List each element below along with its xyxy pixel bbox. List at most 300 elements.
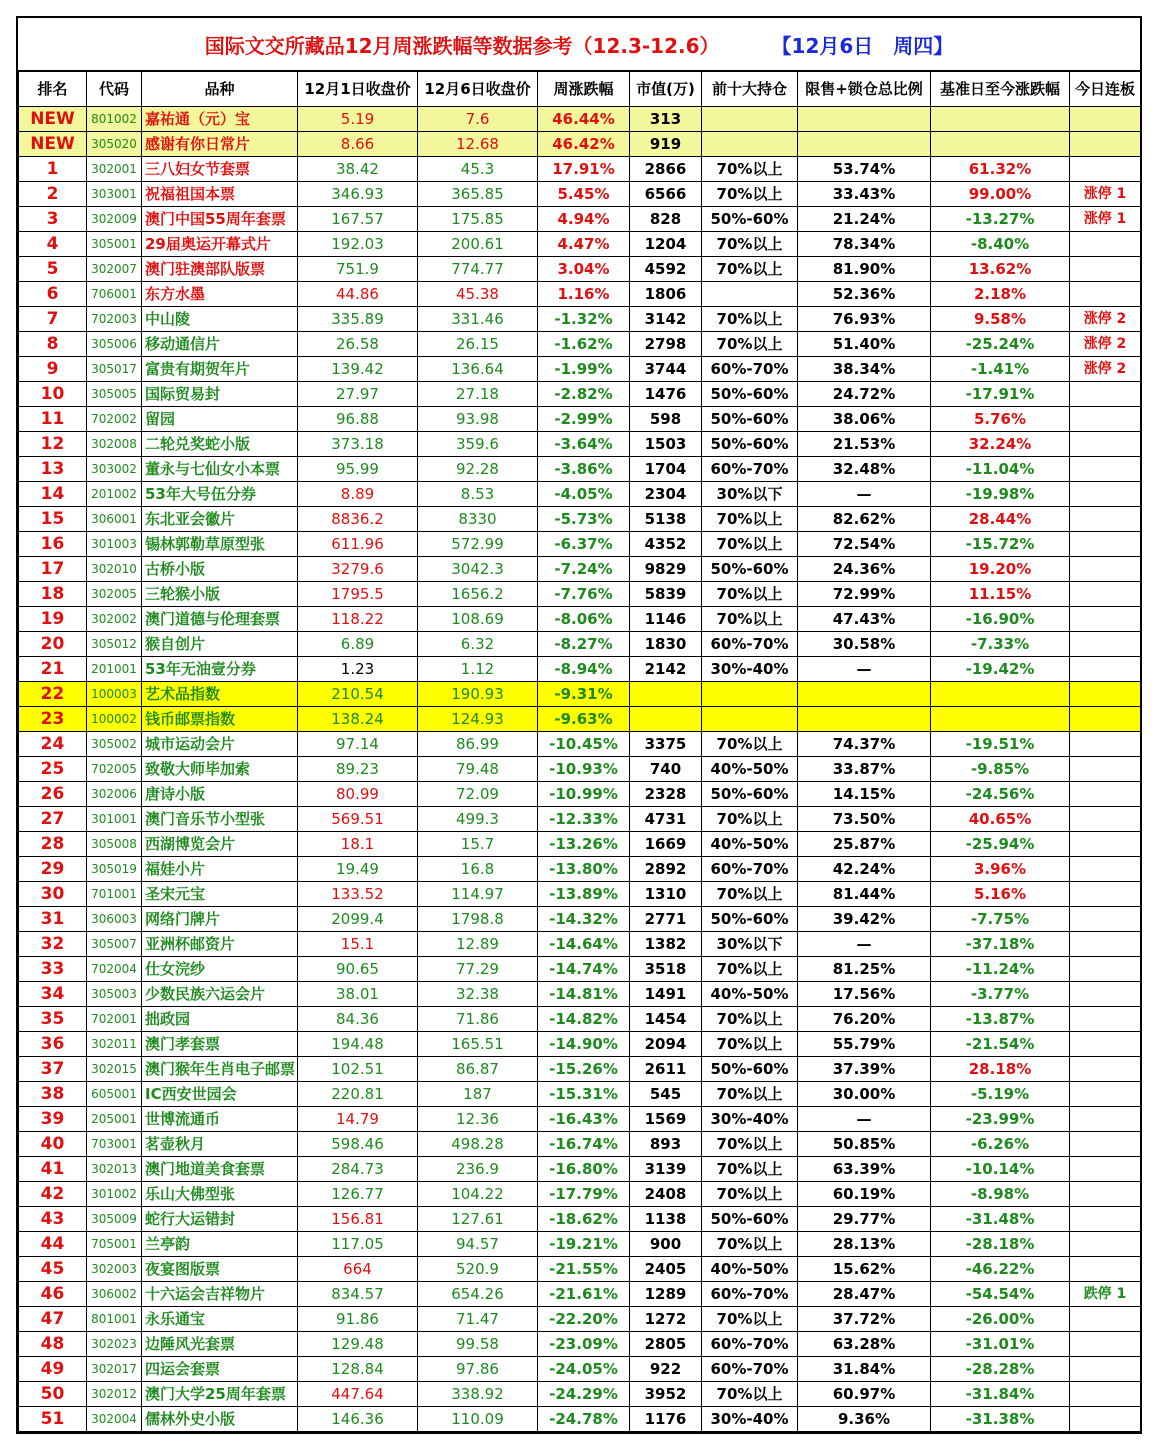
change-since-base-cell: 5.16% bbox=[931, 882, 1070, 907]
market-cap-cell: 2611 bbox=[630, 1057, 702, 1082]
close-dec1-cell: 6.89 bbox=[298, 632, 418, 657]
top10-holding-cell: 70%以上 bbox=[702, 1307, 798, 1332]
lock-ratio-cell: 74.37% bbox=[798, 732, 931, 757]
close-dec1-cell: 84.36 bbox=[298, 1007, 418, 1032]
weekly-change-cell: -22.20% bbox=[538, 1307, 630, 1332]
change-since-base-cell: -16.90% bbox=[931, 607, 1070, 632]
limit-streak-cell: 涨停 2 bbox=[1070, 307, 1141, 332]
change-since-base-cell: 28.44% bbox=[931, 507, 1070, 532]
limit-streak-cell: 涨停 1 bbox=[1070, 207, 1141, 232]
code-cell: 305019 bbox=[87, 857, 142, 882]
table-row bbox=[19, 757, 1141, 782]
name-cell: 亚洲杯邮资片 bbox=[142, 932, 298, 957]
lock-ratio-cell: 55.79% bbox=[798, 1032, 931, 1057]
code-cell: 302003 bbox=[87, 1257, 142, 1282]
code-cell: 305009 bbox=[87, 1207, 142, 1232]
close-dec6-cell: 7.6 bbox=[418, 107, 538, 132]
code-cell: 701001 bbox=[87, 882, 142, 907]
close-dec1-cell: 95.99 bbox=[298, 457, 418, 482]
name-cell: 祝福祖国本票 bbox=[142, 182, 298, 207]
code-cell: 705001 bbox=[87, 1232, 142, 1257]
lock-ratio-cell: 76.93% bbox=[798, 307, 931, 332]
code-cell: 305012 bbox=[87, 632, 142, 657]
lock-ratio-cell: 21.53% bbox=[798, 432, 931, 457]
limit-streak-cell bbox=[1070, 757, 1141, 782]
market-cap-cell: 5138 bbox=[630, 507, 702, 532]
name-cell: 留园 bbox=[142, 407, 298, 432]
close-dec1-cell: 335.89 bbox=[298, 307, 418, 332]
weekly-change-cell: 5.45% bbox=[538, 182, 630, 207]
code-cell: 305003 bbox=[87, 982, 142, 1007]
table-row bbox=[19, 907, 1141, 932]
rank-cell: 16 bbox=[19, 532, 87, 557]
market-cap-cell: 3142 bbox=[630, 307, 702, 332]
close-dec6-cell: 572.99 bbox=[418, 532, 538, 557]
code-cell: 302008 bbox=[87, 432, 142, 457]
market-cap-cell: 6566 bbox=[630, 182, 702, 207]
code-cell: 301003 bbox=[87, 532, 142, 557]
limit-streak-cell: 涨停 2 bbox=[1070, 332, 1141, 357]
top10-holding-cell: 30%-40% bbox=[702, 657, 798, 682]
close-dec1-cell: 346.93 bbox=[298, 182, 418, 207]
name-cell: 致敬大师毕加索 bbox=[142, 757, 298, 782]
weekly-change-cell: -21.61% bbox=[538, 1282, 630, 1307]
market-cap-cell: 2405 bbox=[630, 1257, 702, 1282]
close-dec1-cell: 284.73 bbox=[298, 1157, 418, 1182]
close-dec6-cell: 499.3 bbox=[418, 807, 538, 832]
rank-cell: 8 bbox=[19, 332, 87, 357]
weekly-change-cell: -10.99% bbox=[538, 782, 630, 807]
limit-streak-cell bbox=[1070, 607, 1141, 632]
close-dec6-cell: 94.57 bbox=[418, 1232, 538, 1257]
weekly-change-cell: -10.93% bbox=[538, 757, 630, 782]
top10-holding-cell: 70%以上 bbox=[702, 332, 798, 357]
close-dec6-cell: 175.85 bbox=[418, 207, 538, 232]
change-since-base-cell: -25.94% bbox=[931, 832, 1070, 857]
name-cell: 董永与七仙女小本票 bbox=[142, 457, 298, 482]
limit-streak-cell bbox=[1070, 1007, 1141, 1032]
lock-ratio-cell: 25.87% bbox=[798, 832, 931, 857]
close-dec6-cell: 200.61 bbox=[418, 232, 538, 257]
close-dec1-cell: 14.79 bbox=[298, 1107, 418, 1132]
rank-cell: 22 bbox=[19, 682, 87, 707]
table-row bbox=[19, 307, 1141, 332]
rank-cell: 34 bbox=[19, 982, 87, 1007]
close-dec6-cell: 520.9 bbox=[418, 1257, 538, 1282]
rank-cell: 36 bbox=[19, 1032, 87, 1057]
limit-streak-cell bbox=[1070, 1057, 1141, 1082]
limit-streak-cell bbox=[1070, 1357, 1141, 1382]
top10-holding-cell: 30%以下 bbox=[702, 482, 798, 507]
top10-holding-cell: 50%-60% bbox=[702, 1207, 798, 1232]
lock-ratio-cell: 32.48% bbox=[798, 457, 931, 482]
limit-streak-cell bbox=[1070, 107, 1141, 132]
name-cell: 澳门猴年生肖电子邮票 bbox=[142, 1057, 298, 1082]
close-dec6-cell: 124.93 bbox=[418, 707, 538, 732]
top10-holding-cell: 70%以上 bbox=[702, 307, 798, 332]
limit-streak-cell bbox=[1070, 732, 1141, 757]
change-since-base-cell bbox=[931, 132, 1070, 157]
table-row bbox=[19, 707, 1141, 732]
limit-streak-cell bbox=[1070, 507, 1141, 532]
limit-streak-cell bbox=[1070, 632, 1141, 657]
close-dec6-cell: 110.09 bbox=[418, 1407, 538, 1432]
market-cap-cell: 2866 bbox=[630, 157, 702, 182]
name-cell: 国际贸易封 bbox=[142, 382, 298, 407]
code-cell: 305008 bbox=[87, 832, 142, 857]
name-cell: 古桥小版 bbox=[142, 557, 298, 582]
weekly-change-cell: -8.06% bbox=[538, 607, 630, 632]
table-row bbox=[19, 282, 1141, 307]
header-close-dec1: 12月1日收盘价 bbox=[298, 72, 418, 107]
top10-holding-cell bbox=[702, 132, 798, 157]
close-dec6-cell: 1656.2 bbox=[418, 582, 538, 607]
name-cell: 世博流通币 bbox=[142, 1107, 298, 1132]
top10-holding-cell: 70%以上 bbox=[702, 257, 798, 282]
close-dec6-cell: 498.28 bbox=[418, 1132, 538, 1157]
market-cap-cell: 828 bbox=[630, 207, 702, 232]
close-dec6-cell: 26.15 bbox=[418, 332, 538, 357]
close-dec6-cell: 338.92 bbox=[418, 1382, 538, 1407]
code-cell: 305020 bbox=[87, 132, 142, 157]
rank-cell: 43 bbox=[19, 1207, 87, 1232]
weekly-change-cell: -14.82% bbox=[538, 1007, 630, 1032]
rank-cell: 47 bbox=[19, 1307, 87, 1332]
top10-holding-cell: 70%以上 bbox=[702, 1082, 798, 1107]
market-cap-cell bbox=[630, 707, 702, 732]
limit-streak-cell bbox=[1070, 232, 1141, 257]
name-cell: 仕女浣纱 bbox=[142, 957, 298, 982]
market-cap-cell: 2094 bbox=[630, 1032, 702, 1057]
weekly-change-cell: -7.76% bbox=[538, 582, 630, 607]
market-cap-cell: 740 bbox=[630, 757, 702, 782]
top10-holding-cell: 50%-60% bbox=[702, 907, 798, 932]
close-dec1-cell: 834.57 bbox=[298, 1282, 418, 1307]
close-dec1-cell: 194.48 bbox=[298, 1032, 418, 1057]
name-cell: 兰亭韵 bbox=[142, 1232, 298, 1257]
rank-cell: 20 bbox=[19, 632, 87, 657]
table-row bbox=[19, 1207, 1141, 1232]
close-dec6-cell: 12.36 bbox=[418, 1107, 538, 1132]
top10-holding-cell: 30%以下 bbox=[702, 932, 798, 957]
weekly-change-cell: -16.43% bbox=[538, 1107, 630, 1132]
change-since-base-cell: -24.56% bbox=[931, 782, 1070, 807]
top10-holding-cell: 70%以上 bbox=[702, 1032, 798, 1057]
limit-streak-cell bbox=[1070, 1032, 1141, 1057]
name-cell: 澳门道德与伦理套票 bbox=[142, 607, 298, 632]
name-cell: 乐山大佛型张 bbox=[142, 1182, 298, 1207]
rank-cell: 9 bbox=[19, 357, 87, 382]
close-dec1-cell: 38.01 bbox=[298, 982, 418, 1007]
rank-cell: 31 bbox=[19, 907, 87, 932]
market-cap-cell: 313 bbox=[630, 107, 702, 132]
name-cell: 艺术品指数 bbox=[142, 682, 298, 707]
top10-holding-cell: 60%-70% bbox=[702, 632, 798, 657]
close-dec6-cell: 165.51 bbox=[418, 1032, 538, 1057]
code-cell: 201001 bbox=[87, 657, 142, 682]
lock-ratio-cell: 24.36% bbox=[798, 557, 931, 582]
limit-streak-cell bbox=[1070, 707, 1141, 732]
weekly-change-cell: -23.09% bbox=[538, 1332, 630, 1357]
limit-streak-cell bbox=[1070, 932, 1141, 957]
name-cell: 十六运会吉祥物片 bbox=[142, 1282, 298, 1307]
close-dec6-cell: 3042.3 bbox=[418, 557, 538, 582]
name-cell: 29届奥运开幕式片 bbox=[142, 232, 298, 257]
name-cell: 网络门牌片 bbox=[142, 907, 298, 932]
lock-ratio-cell: 81.90% bbox=[798, 257, 931, 282]
limit-streak-cell bbox=[1070, 957, 1141, 982]
change-since-base-cell: -21.54% bbox=[931, 1032, 1070, 1057]
table-row bbox=[19, 1082, 1141, 1107]
change-since-base-cell: -19.98% bbox=[931, 482, 1070, 507]
code-cell: 302015 bbox=[87, 1057, 142, 1082]
lock-ratio-cell: — bbox=[798, 657, 931, 682]
change-since-base-cell: 28.18% bbox=[931, 1057, 1070, 1082]
weekly-change-cell: -21.55% bbox=[538, 1257, 630, 1282]
header-close-dec6: 12月6日收盘价 bbox=[418, 72, 538, 107]
top10-holding-cell: 50%-60% bbox=[702, 782, 798, 807]
change-since-base-cell bbox=[931, 107, 1070, 132]
close-dec1-cell: 210.54 bbox=[298, 682, 418, 707]
limit-streak-cell bbox=[1070, 982, 1141, 1007]
weekly-change-cell: -15.26% bbox=[538, 1057, 630, 1082]
close-dec6-cell: 331.46 bbox=[418, 307, 538, 332]
code-cell: 100003 bbox=[87, 682, 142, 707]
name-cell: 圣宋元宝 bbox=[142, 882, 298, 907]
rank-cell: 14 bbox=[19, 482, 87, 507]
close-dec6-cell: 187 bbox=[418, 1082, 538, 1107]
market-cap-cell: 3375 bbox=[630, 732, 702, 757]
code-cell: 100002 bbox=[87, 707, 142, 732]
close-dec6-cell: 104.22 bbox=[418, 1182, 538, 1207]
rank-cell: 2 bbox=[19, 182, 87, 207]
weekly-change-cell: -14.32% bbox=[538, 907, 630, 932]
market-cap-cell: 2408 bbox=[630, 1182, 702, 1207]
weekly-change-cell: -16.80% bbox=[538, 1157, 630, 1182]
change-since-base-cell: -8.98% bbox=[931, 1182, 1070, 1207]
market-cap-cell: 1669 bbox=[630, 832, 702, 857]
table-row bbox=[19, 1232, 1141, 1257]
weekly-change-cell: 46.42% bbox=[538, 132, 630, 157]
limit-streak-cell bbox=[1070, 882, 1141, 907]
header-weekly-change: 周涨跌幅 bbox=[538, 72, 630, 107]
weekly-change-cell: 46.44% bbox=[538, 107, 630, 132]
limit-streak-cell bbox=[1070, 832, 1141, 857]
close-dec1-cell: 220.81 bbox=[298, 1082, 418, 1107]
change-since-base-cell: -7.75% bbox=[931, 907, 1070, 932]
market-cap-cell: 2798 bbox=[630, 332, 702, 357]
close-dec6-cell: 71.86 bbox=[418, 1007, 538, 1032]
change-since-base-cell: -7.33% bbox=[931, 632, 1070, 657]
close-dec1-cell: 373.18 bbox=[298, 432, 418, 457]
table-row bbox=[19, 982, 1141, 1007]
rank-cell: 37 bbox=[19, 1057, 87, 1082]
rank-cell: 11 bbox=[19, 407, 87, 432]
weekly-change-cell: -14.81% bbox=[538, 982, 630, 1007]
close-dec6-cell: 774.77 bbox=[418, 257, 538, 282]
rank-cell: 44 bbox=[19, 1232, 87, 1257]
lock-ratio-cell: — bbox=[798, 932, 931, 957]
change-since-base-cell: -10.14% bbox=[931, 1157, 1070, 1182]
rank-cell: 28 bbox=[19, 832, 87, 857]
table-row bbox=[19, 1057, 1141, 1082]
close-dec6-cell: 15.7 bbox=[418, 832, 538, 857]
top10-holding-cell: 60%-70% bbox=[702, 457, 798, 482]
close-dec6-cell: 365.85 bbox=[418, 182, 538, 207]
lock-ratio-cell: 38.34% bbox=[798, 357, 931, 382]
change-since-base-cell: -31.01% bbox=[931, 1332, 1070, 1357]
change-since-base-cell: 2.18% bbox=[931, 282, 1070, 307]
lock-ratio-cell: 9.36% bbox=[798, 1407, 931, 1432]
code-cell: 702002 bbox=[87, 407, 142, 432]
close-dec1-cell: 5.19 bbox=[298, 107, 418, 132]
weekly-change-cell: -3.64% bbox=[538, 432, 630, 457]
table-row bbox=[19, 1332, 1141, 1357]
market-cap-cell: 1176 bbox=[630, 1407, 702, 1432]
rank-cell: 35 bbox=[19, 1007, 87, 1032]
weekly-change-cell: -24.78% bbox=[538, 1407, 630, 1432]
lock-ratio-cell: 28.47% bbox=[798, 1282, 931, 1307]
rank-cell: 26 bbox=[19, 782, 87, 807]
top10-holding-cell: 60%-70% bbox=[702, 1282, 798, 1307]
market-cap-cell: 919 bbox=[630, 132, 702, 157]
weekly-change-cell: -6.37% bbox=[538, 532, 630, 557]
lock-ratio-cell: 81.44% bbox=[798, 882, 931, 907]
close-dec1-cell: 118.22 bbox=[298, 607, 418, 632]
table-row bbox=[19, 1307, 1141, 1332]
change-since-base-cell: 3.96% bbox=[931, 857, 1070, 882]
table-row bbox=[19, 407, 1141, 432]
close-dec1-cell: 15.1 bbox=[298, 932, 418, 957]
rank-cell: 18 bbox=[19, 582, 87, 607]
change-since-base-cell: -28.28% bbox=[931, 1357, 1070, 1382]
top10-holding-cell: 70%以上 bbox=[702, 532, 798, 557]
top10-holding-cell: 70%以上 bbox=[702, 807, 798, 832]
market-cap-cell: 545 bbox=[630, 1082, 702, 1107]
change-since-base-cell: -54.54% bbox=[931, 1282, 1070, 1307]
top10-holding-cell: 50%-60% bbox=[702, 407, 798, 432]
name-cell: 中山陵 bbox=[142, 307, 298, 332]
table-row bbox=[19, 1382, 1141, 1407]
market-cap-cell: 1146 bbox=[630, 607, 702, 632]
top10-holding-cell: 30%-40% bbox=[702, 1107, 798, 1132]
top10-holding-cell: 70%以上 bbox=[702, 1007, 798, 1032]
limit-streak-cell bbox=[1070, 1232, 1141, 1257]
weekly-change-cell: -9.63% bbox=[538, 707, 630, 732]
name-cell: 移动通信片 bbox=[142, 332, 298, 357]
market-cap-cell: 1704 bbox=[630, 457, 702, 482]
change-since-base-cell: -1.41% bbox=[931, 357, 1070, 382]
name-cell: IC西安世园会 bbox=[142, 1082, 298, 1107]
name-cell: 唐诗小版 bbox=[142, 782, 298, 807]
market-cap-cell: 1491 bbox=[630, 982, 702, 1007]
rank-cell: 21 bbox=[19, 657, 87, 682]
market-cap-cell: 1806 bbox=[630, 282, 702, 307]
close-dec6-cell: 99.58 bbox=[418, 1332, 538, 1357]
change-since-base-cell: -19.51% bbox=[931, 732, 1070, 757]
top10-holding-cell: 70%以上 bbox=[702, 607, 798, 632]
table-row bbox=[19, 1282, 1141, 1307]
change-since-base-cell: -5.19% bbox=[931, 1082, 1070, 1107]
market-cap-cell: 1569 bbox=[630, 1107, 702, 1132]
change-since-base-cell: -9.85% bbox=[931, 757, 1070, 782]
market-cap-cell: 1382 bbox=[630, 932, 702, 957]
header-top10-holding: 前十大持仓 bbox=[702, 72, 798, 107]
market-cap-cell: 2805 bbox=[630, 1332, 702, 1357]
limit-streak-cell bbox=[1070, 1107, 1141, 1132]
lock-ratio-cell: 14.15% bbox=[798, 782, 931, 807]
limit-streak-cell: 涨停 2 bbox=[1070, 357, 1141, 382]
limit-streak-cell bbox=[1070, 582, 1141, 607]
weekly-change-cell: -9.31% bbox=[538, 682, 630, 707]
lock-ratio-cell: 53.74% bbox=[798, 157, 931, 182]
close-dec1-cell: 1.23 bbox=[298, 657, 418, 682]
top10-holding-cell bbox=[702, 107, 798, 132]
code-cell: 305017 bbox=[87, 357, 142, 382]
table-row bbox=[19, 932, 1141, 957]
change-since-base-cell: -6.26% bbox=[931, 1132, 1070, 1157]
weekly-change-cell: -5.73% bbox=[538, 507, 630, 532]
weekly-change-cell: -7.24% bbox=[538, 557, 630, 582]
name-cell: 城市运动会片 bbox=[142, 732, 298, 757]
rank-cell: 33 bbox=[19, 957, 87, 982]
weekly-change-cell: 4.47% bbox=[538, 232, 630, 257]
name-cell: 钱币邮票指数 bbox=[142, 707, 298, 732]
table-row bbox=[19, 332, 1141, 357]
table-row bbox=[19, 682, 1141, 707]
limit-streak-cell bbox=[1070, 482, 1141, 507]
table-row bbox=[19, 107, 1141, 132]
close-dec6-cell: 86.99 bbox=[418, 732, 538, 757]
weekly-change-cell: -4.05% bbox=[538, 482, 630, 507]
weekly-change-cell: -24.05% bbox=[538, 1357, 630, 1382]
weekly-change-cell: 3.04% bbox=[538, 257, 630, 282]
table-row bbox=[19, 482, 1141, 507]
market-cap-cell: 2142 bbox=[630, 657, 702, 682]
name-cell: 澳门地道美食套票 bbox=[142, 1157, 298, 1182]
lock-ratio-cell: 60.19% bbox=[798, 1182, 931, 1207]
table-row bbox=[19, 1032, 1141, 1057]
name-cell: 拙政园 bbox=[142, 1007, 298, 1032]
lock-ratio-cell: 51.40% bbox=[798, 332, 931, 357]
close-dec1-cell: 26.58 bbox=[298, 332, 418, 357]
close-dec1-cell: 126.77 bbox=[298, 1182, 418, 1207]
title-bar bbox=[18, 18, 1140, 71]
lock-ratio-cell: 63.39% bbox=[798, 1157, 931, 1182]
code-cell: 302006 bbox=[87, 782, 142, 807]
limit-streak-cell bbox=[1070, 857, 1141, 882]
change-since-base-cell: -19.42% bbox=[931, 657, 1070, 682]
limit-streak-cell bbox=[1070, 407, 1141, 432]
name-cell: 澳门中国55周年套票 bbox=[142, 207, 298, 232]
rank-cell: 3 bbox=[19, 207, 87, 232]
table-row bbox=[19, 1407, 1141, 1432]
change-since-base-cell: 5.76% bbox=[931, 407, 1070, 432]
market-cap-cell: 1310 bbox=[630, 882, 702, 907]
top10-holding-cell: 70%以上 bbox=[702, 957, 798, 982]
name-cell: 儒林外史小版 bbox=[142, 1407, 298, 1432]
code-cell: 301002 bbox=[87, 1182, 142, 1207]
top10-holding-cell: 50%-60% bbox=[702, 432, 798, 457]
lock-ratio-cell: 15.62% bbox=[798, 1257, 931, 1282]
rank-cell: 7 bbox=[19, 307, 87, 332]
rank-cell: 12 bbox=[19, 432, 87, 457]
name-cell: 二轮兑奖蛇小版 bbox=[142, 432, 298, 457]
change-since-base-cell: -31.84% bbox=[931, 1382, 1070, 1407]
rank-cell: 42 bbox=[19, 1182, 87, 1207]
top10-holding-cell: 70%以上 bbox=[702, 182, 798, 207]
weekly-change-cell: -19.21% bbox=[538, 1232, 630, 1257]
